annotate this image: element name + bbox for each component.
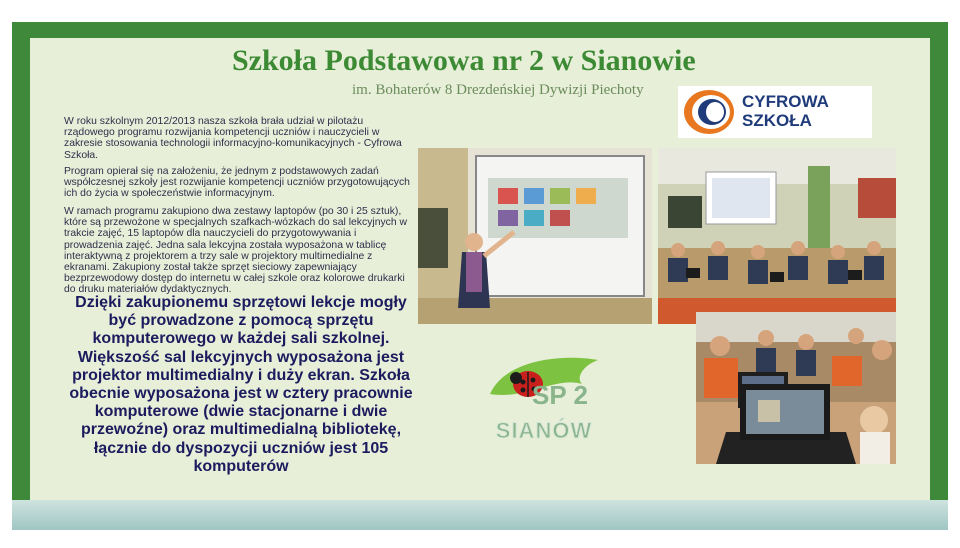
logo-cyfrowa-line2: SZKOŁA	[742, 111, 812, 130]
equipment-paragraph: W ramach programu zakupiono dwa zestawy laptopów (po 30 i 25 sztuk), które są przewożone w specjalnych szafkach-wózkach do sal lekcyjnych w trakcie zajęć, 15 laptopów dla nauczycieli do przygotowywania i prowadzenia zajęć. Jedna sala lekcyjna została wyposażona w tablicę interaktywną z projektorem a trzy sale w projektory multimedialne z ekranami. Zakupiony został także sprzęt sieciowy zapewniający bezprzewodowy dostęp do internetu w całej szkole oraz kolorowe drukarki do druku materiałów dydaktycznych.	[64, 206, 408, 296]
bottom-band	[12, 500, 948, 530]
highlight-text: Dzięki zakupionemu sprzętowi lekcje mogły być prowadzone z pomocą sprzętu komputerowego w każdej sali szkolnej. Większość sal lekcyjnych wyposażona jest projektor multimedialny i duży ekran. Szkoła obecnie wyposażona jest w cztery pracownie komputerowe (dwie stacjonarne i dwie przewoźne) oraz multimedialną bibliotekę, łącznie do dyspozycji uczniów jest 105 komputerów	[69, 294, 413, 475]
sp2-badge: SP 2	[532, 380, 588, 410]
photo-classroom-laptops	[658, 148, 896, 324]
sp2-sianow-label: SIANÓW	[495, 418, 593, 443]
slide-subtitle: im. Bohaterów 8 Drezdeńskiej Dywizji Piechoty	[352, 82, 644, 98]
logo-cyfrowa-line1: CYFROWA	[742, 92, 829, 111]
cyfrowa-szkola-logo-icon	[682, 88, 738, 136]
cyfrowa-szkola-logo	[678, 86, 872, 138]
photo-students-laptops	[696, 312, 896, 464]
slide-title: Szkoła Podstawowa nr 2 w Sianowie	[232, 44, 696, 77]
intro-paragraph: W roku szkolnym 2012/2013 nasza szkoła brała udział w pilotażu rządowego programu rozwijania kompetencji uczniów i nauczycieli w zakresie stosowania technologii informacyjno-komunikacyjnych - Cyfrowa Szkoła.	[64, 116, 402, 161]
program-paragraph: Program opierał się na założeniu, że jednym z podstawowych zadań współczesnej szkoły jest rozwijanie kompetencji uczniów przygotowujących ich do życia w społeczeństwie informacyjnym.	[64, 166, 410, 200]
photo-interactive-whiteboard	[418, 148, 652, 324]
